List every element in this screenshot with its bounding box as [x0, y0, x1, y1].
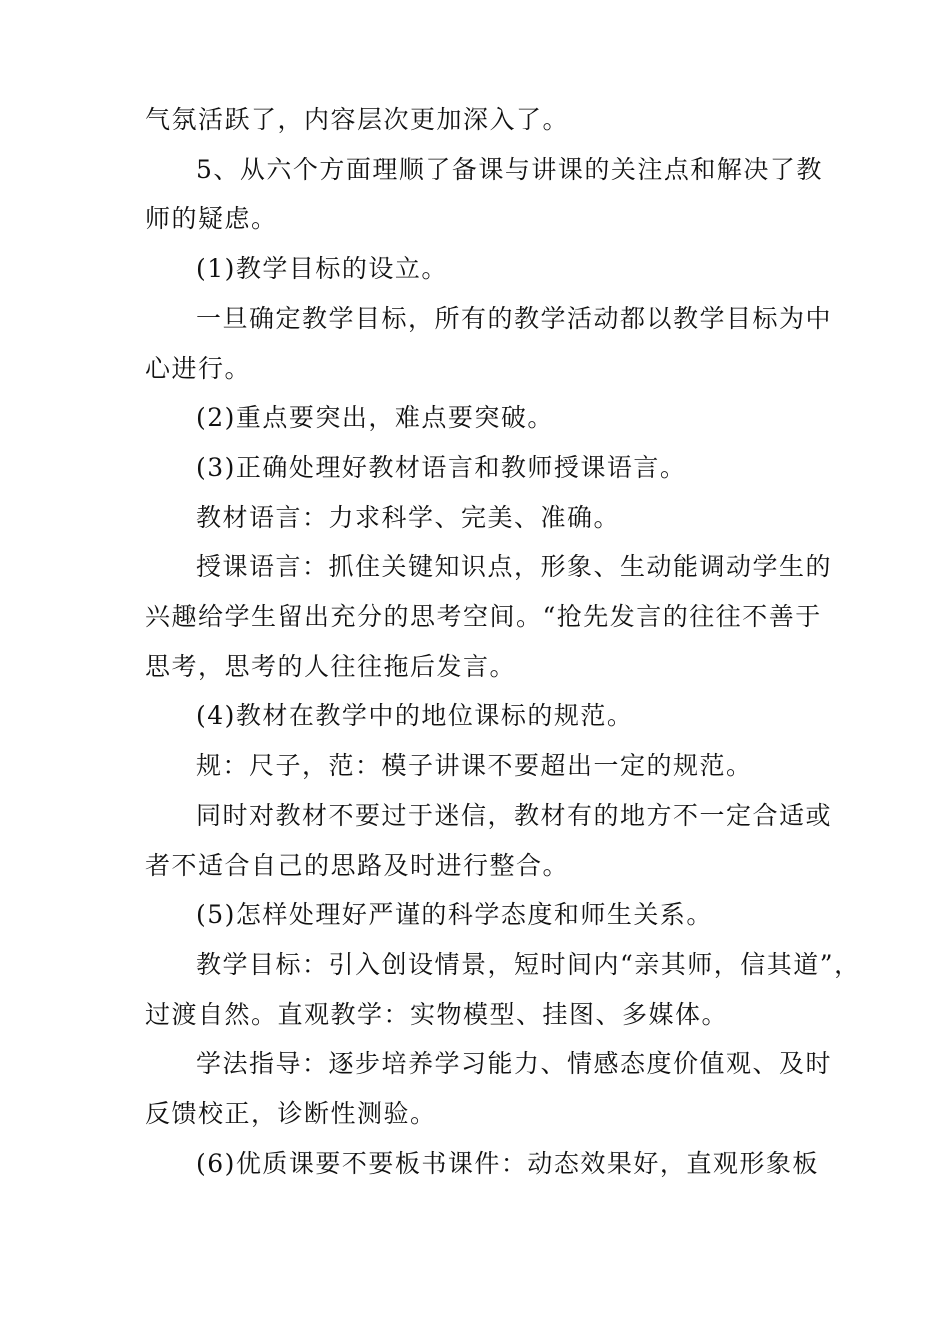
text-line: 5、从六个方面理顺了备课与讲课的关注点和解决了教 [196, 154, 823, 184]
text-line: 气氛活跃了，内容层次更加深入了。 [145, 105, 570, 134]
paragraph [145, 294, 833, 393]
paragraph [145, 493, 810, 543]
text-line: 心进行。 [145, 353, 252, 383]
text-line: 思考，思考的人往往拖后发言。 [145, 651, 517, 681]
paragraph [145, 95, 810, 145]
text-line: 一旦确定教学目标，所有的教学活动都以教学目标为中 [196, 303, 833, 333]
text-line: 师的疑虑。 [145, 204, 278, 234]
document-body [145, 95, 861, 1188]
text-line: 学法指导：逐步培养学习能力、情感态度价值观、及时 [196, 1049, 833, 1079]
text-line: (5)怎样处理好严谨的科学态度和师生关系。 [196, 900, 713, 930]
text-line: (4)教材在教学中的地位课标的规范。 [196, 701, 634, 731]
text-line: 过渡自然。直观教学：实物模型、挂图、多媒体。 [145, 999, 729, 1029]
text-line: (3)正确处理好教材语言和教师授课语言。 [196, 452, 687, 482]
paragraph [145, 691, 810, 741]
text-line: (1)教学目标的设立。 [196, 254, 448, 284]
text-line: 规：尺子，范：模子讲课不要超出一定的规范。 [196, 751, 753, 781]
text-line: 同时对教材不要过于迷信，教材有的地方不一定合适或 [196, 800, 833, 830]
text-line: 授课语言：抓住关键知识点，形象、生动能调动学生的 [196, 552, 833, 582]
paragraph [145, 542, 833, 691]
paragraph [145, 1139, 819, 1189]
paragraph [145, 940, 861, 1039]
text-line: (2)重点要突出，难点要突破。 [196, 403, 554, 433]
paragraph [145, 890, 810, 940]
paragraph [145, 791, 833, 890]
text-line: (6)优质课要不要板书课件：动态效果好，直观形象板 [196, 1148, 819, 1178]
paragraph [145, 145, 823, 244]
text-line: 者不适合自己的思路及时进行整合。 [145, 850, 570, 880]
paragraph [145, 244, 810, 294]
text-line: 兴趣给学生留出充分的思考空间。“抢先发言的往往不善于 [145, 602, 822, 632]
paragraph [145, 741, 810, 791]
text-line: 教学目标：引入创设情景，短时间内“亲其师，信其道”， [196, 949, 861, 979]
paragraph [145, 393, 810, 443]
text-line: 反馈校正，诊断性测验。 [145, 1099, 437, 1129]
paragraph [145, 443, 810, 493]
paragraph [145, 1039, 833, 1138]
text-line: 教材语言：力求科学、完美、准确。 [196, 502, 621, 532]
